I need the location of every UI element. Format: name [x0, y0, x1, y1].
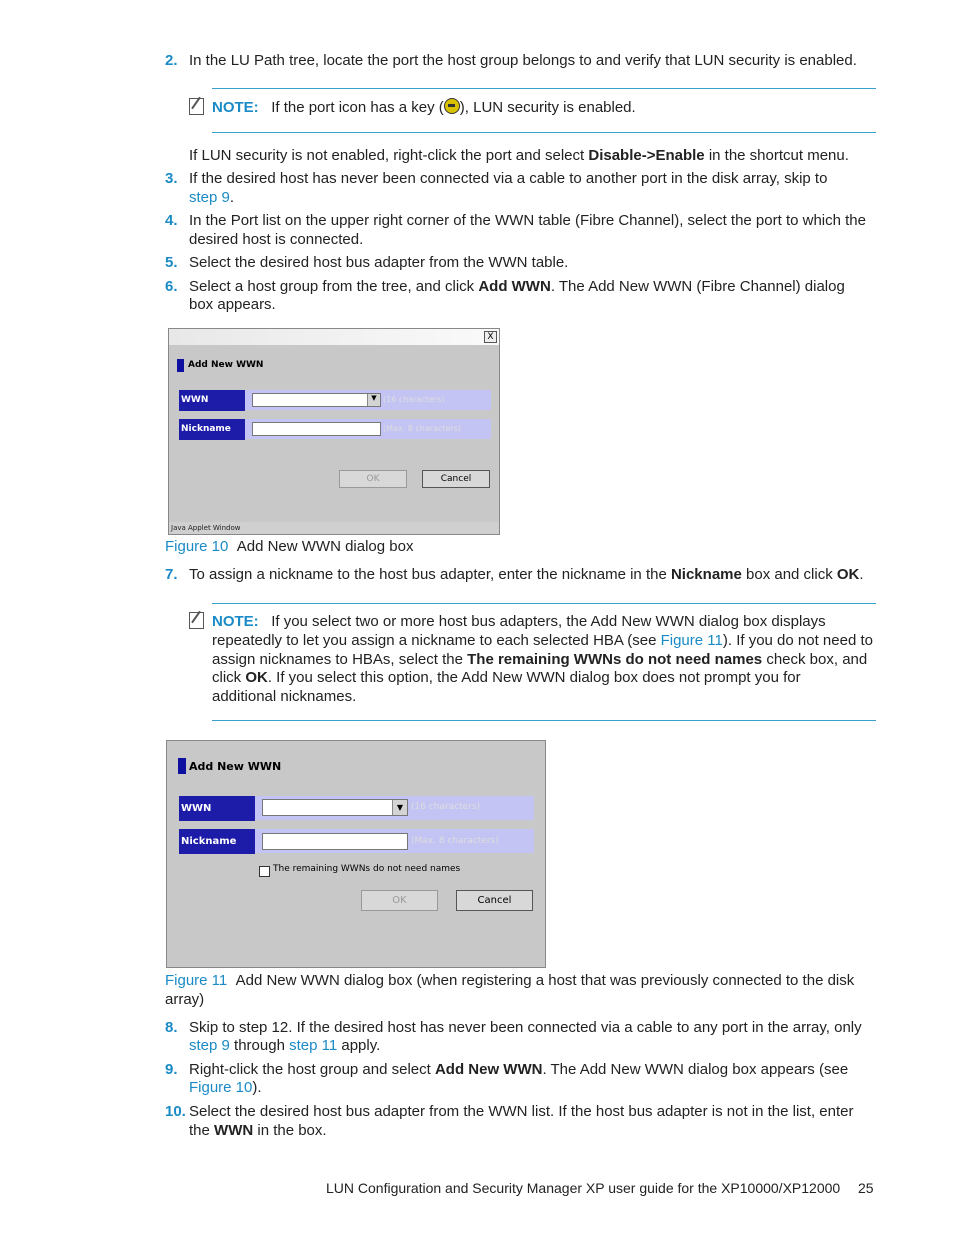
wwn-label: WWN	[179, 796, 255, 821]
step-text: Select a host group from the tree, and click Add WWN. The Add New WWN (Fibre Channel) dialog	[189, 278, 845, 295]
close-button[interactable]: X	[484, 331, 497, 343]
note-label: NOTE:	[212, 99, 259, 116]
note-text: ), LUN security is enabled.	[459, 99, 636, 116]
step-number: 6.	[165, 278, 178, 295]
note-line: repeatedly to let you assign a nickname to each selected HBA (see Figure 11). If you do not need to	[212, 632, 873, 649]
step-text: Select the desired host bus adapter from the WWN list. If the host bus adapter is not in the list, enter	[189, 1103, 854, 1120]
cancel-button[interactable]: Cancel	[422, 470, 490, 488]
step-text: If LUN security is not enabled, right-click the port and select Disable->Enable in the shortcut menu.	[189, 147, 849, 164]
dialog-titlebar	[169, 329, 499, 345]
cancel-button[interactable]: Cancel	[456, 890, 533, 911]
status-bar: Java Applet Window	[169, 522, 499, 534]
note-line: assign nicknames to HBAs, select the The remaining WWNs do not need names check box, and	[212, 651, 868, 668]
note-text: If the port icon has a key (	[271, 99, 444, 116]
step-text: Skip to step 12. If the desired host has never been connected via a cable to any port in the array, only	[189, 1019, 862, 1036]
step-text: the WWN in the box.	[189, 1122, 327, 1139]
note-rule-top	[212, 603, 876, 604]
note-rule-bottom	[212, 132, 876, 133]
step-number: 7.	[165, 566, 178, 583]
figure-link[interactable]: Figure 11	[660, 632, 723, 649]
wwn-hint: (16 characters)	[383, 395, 445, 404]
figure-caption: Figure 11 Add New WWN dialog box (when registering a host that was previously connected to the disk	[165, 972, 855, 989]
note-line: click OK. If you select this option, the Add New WWN dialog box does not prompt you for	[212, 669, 801, 686]
key-icon	[444, 98, 460, 114]
step-text: step 9.	[189, 189, 235, 206]
title-marker	[177, 359, 184, 372]
step-text: In the Port list on the upper right corner of the WWN table (Fibre Channel), select the port to which the	[189, 212, 866, 229]
step-number: 4.	[165, 212, 178, 229]
nickname-hint: (Max. 8 characters)	[383, 424, 461, 433]
step-text: desired host is connected.	[189, 231, 364, 248]
dialog-title: Add New WWN	[188, 360, 264, 370]
nickname-input[interactable]	[252, 422, 381, 436]
footer-title: LUN Configuration and Security Manager XP user guide for the XP10000/XP12000	[326, 1180, 841, 1196]
note	[212, 98, 636, 117]
step-link[interactable]: step 9	[189, 1037, 230, 1054]
step-number: 10.	[165, 1103, 186, 1120]
step-link[interactable]: step 11	[289, 1037, 338, 1054]
figure-caption: array)	[165, 991, 205, 1008]
step-number: 5.	[165, 254, 178, 271]
ok-button[interactable]: OK	[361, 890, 438, 911]
ok-button[interactable]: OK	[339, 470, 407, 488]
step-text: Right-click the host group and select Add New WWN. The Add New WWN dialog box appears (see	[189, 1061, 849, 1078]
nickname-label: Nickname	[179, 419, 245, 440]
note-icon	[189, 98, 204, 120]
step-text: step 9 through step 11 apply.	[189, 1037, 381, 1054]
step-text: box appears.	[189, 296, 276, 313]
step-number: 9.	[165, 1061, 178, 1078]
step-link[interactable]: step 9	[189, 189, 230, 206]
note-label: NOTE:	[212, 613, 259, 630]
note-rule-top	[212, 88, 876, 89]
note-line: additional nicknames.	[212, 688, 357, 705]
wwn-dropdown[interactable]	[262, 799, 408, 816]
step-text: If the desired host has never been connected via a cable to another port in the disk array, skip to	[189, 170, 828, 187]
step-number: 8.	[165, 1019, 178, 1036]
title-marker	[178, 758, 186, 774]
step-number: 2.	[165, 52, 178, 69]
checkbox-label: The remaining WWNs do not need names	[273, 864, 461, 874]
wwn-dropdown[interactable]	[252, 393, 381, 407]
dialog-title: Add New WWN	[189, 760, 282, 773]
chevron-down-icon[interactable]: ▼	[392, 800, 407, 815]
nickname-hint: (Max. 8 characters)	[411, 836, 499, 846]
remaining-wwns-checkbox[interactable]	[259, 866, 270, 877]
figure-link[interactable]: Figure 10	[189, 1079, 253, 1096]
step-text: In the LU Path tree, locate the port the host group belongs to and verify that LUN security is enabled.	[189, 52, 857, 69]
add-new-wwn-dialog	[168, 328, 500, 535]
figure-label: Figure 11	[165, 972, 228, 989]
note-rule-bottom	[212, 720, 876, 721]
page-number: 25	[858, 1180, 874, 1196]
step-text: To assign a nickname to the host bus adapter, enter the nickname in the Nickname box and click OK.	[189, 566, 864, 583]
wwn-label: WWN	[179, 390, 245, 411]
nickname-input[interactable]	[262, 833, 408, 850]
step-number: 3.	[165, 170, 178, 187]
step-text: Select the desired host bus adapter from the WWN table.	[189, 254, 569, 271]
figure-caption: Figure 10 Add New WWN dialog box	[165, 538, 414, 555]
note-icon	[189, 612, 204, 634]
step-text: Figure 10).	[189, 1079, 262, 1096]
figure-label: Figure 10	[165, 538, 229, 555]
wwn-hint: (16 characters)	[411, 802, 481, 812]
note-line: NOTE: If you select two or more host bus adapters, the Add New WWN dialog box displays	[212, 613, 826, 630]
nickname-label: Nickname	[179, 829, 255, 854]
chevron-down-icon[interactable]: ▼	[367, 394, 380, 406]
add-new-wwn-dialog	[166, 740, 546, 968]
